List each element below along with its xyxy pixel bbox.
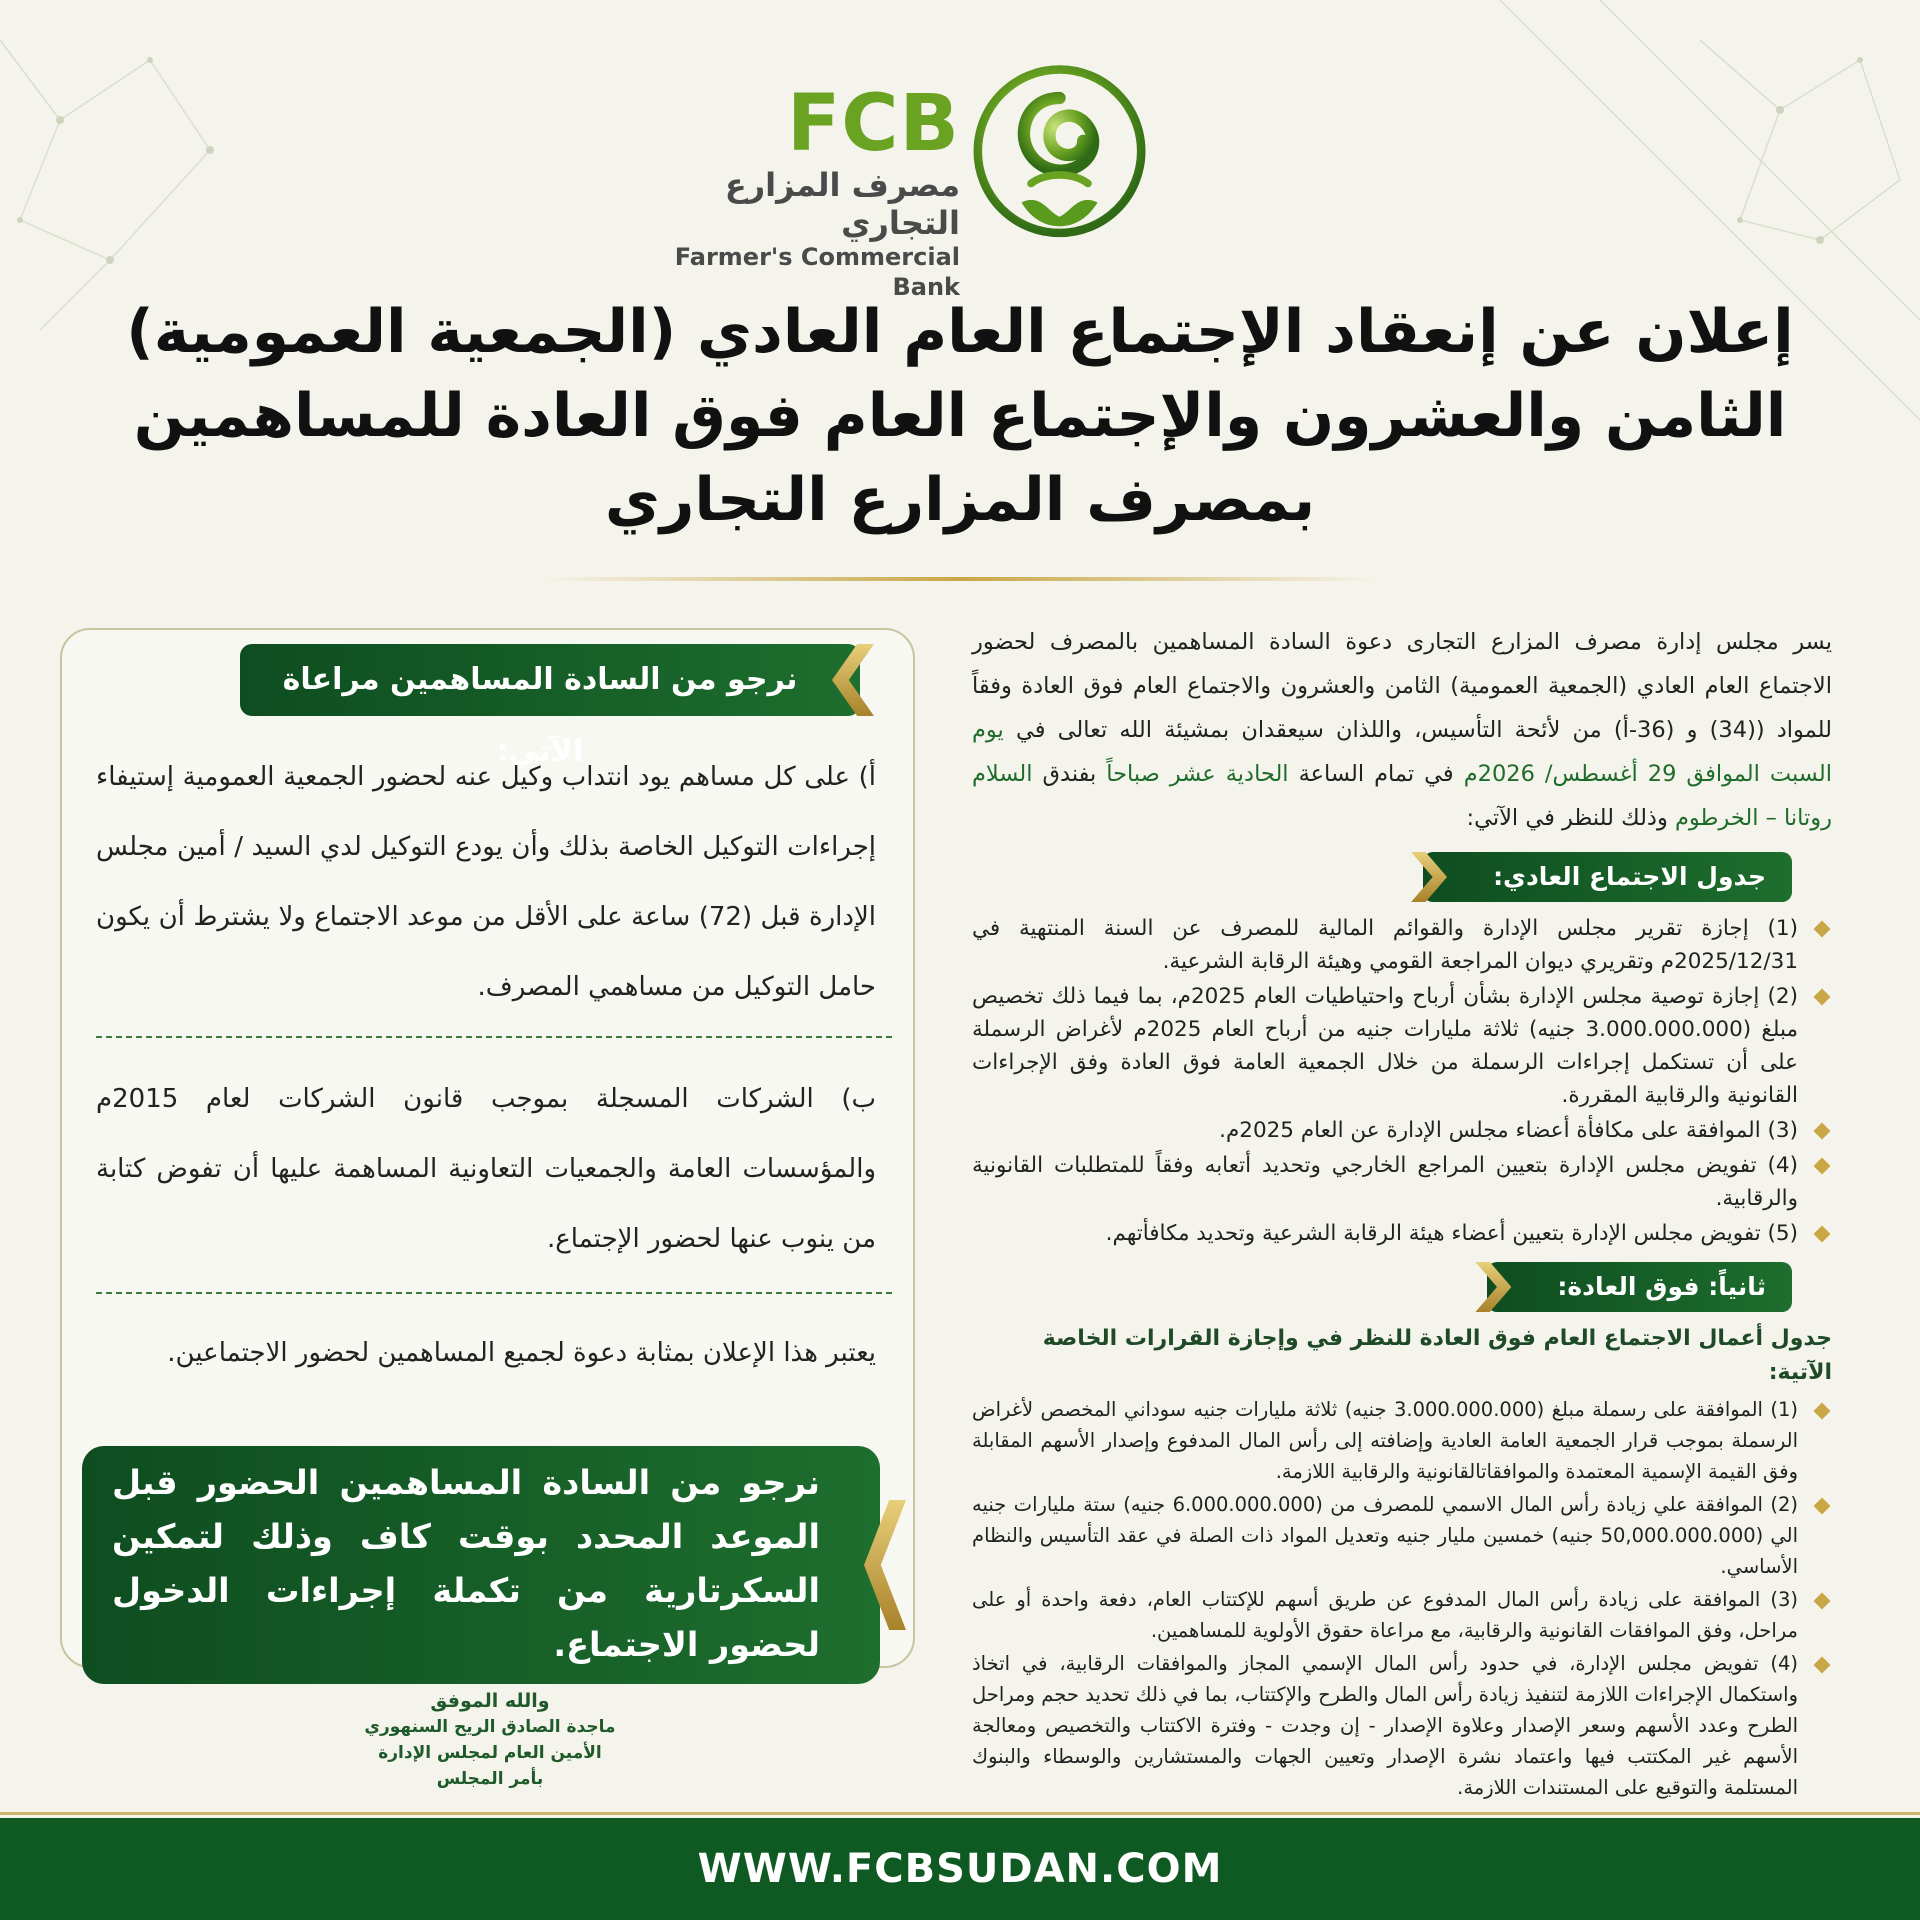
logo-emblem-icon: [962, 60, 1157, 250]
website-link[interactable]: WWW.FCBSUDAN.COM: [697, 1846, 1223, 1892]
note-b: ب) الشركات المسجلة بموجب قانون الشركات لعام 2015م والمؤسسات العامة والجمعيات التعاونية المساهمة عليها أن تفوض كتابة من ينوب عنها لحضور الإجتماع.: [96, 1084, 876, 1254]
list-item: (1) إجازة تقرير مجلس الإدارة والقوائم المالية للمصرف عن السنة المنتهية في 2025/12/31م وتقريري ديوان المراجعة القومي وهيئة الرقابة الشرعية.: [972, 912, 1832, 978]
diamond-bullet-icon: [1814, 1498, 1831, 1515]
extraordinary-agenda-list: [972, 1394, 1832, 1803]
signature-name: ماجدة الصادق الريح السنهوري: [364, 1717, 616, 1737]
diamond-bullet-icon: [1814, 1657, 1831, 1674]
logo-abbr: FCB: [787, 79, 960, 169]
diamond-bullet-icon: [1814, 921, 1831, 938]
notes-heading: نرجو من السادة المساهمين مراعاة الآتي:: [240, 644, 860, 716]
logo-name-en: Farmer's Commercial Bank: [674, 243, 960, 301]
diamond-bullet-icon: [1814, 1403, 1831, 1420]
diamond-bullet-icon: [1814, 1158, 1831, 1175]
diamond-bullet-icon: [1814, 1226, 1831, 1243]
list-item: (4) تفويض مجلس الإدارة، في حدود رأس المال الإسمي المجاز والموافقات الرقابية، في اتخاذ واستكمال الإجراءات اللازمة لتنفيذ زيادة رأس المال والطرح والإكتتاب، بما في ذلك تحديد حجم ومراحل الطرح وعدد الأسهم وسعر الإصدار وعلاوة الإصدار - إن وجدت - وفترة الاكتتاب والتخصيص ومعالجة الأسهم غير المكتتب فيها واعتماد نشرة الإصدار وتعيين الجهات والمستشارين والوسطاء والبنوك المستلمة والتوقيع على المستندات اللازمة.: [972, 1648, 1832, 1803]
intro-text-4: وذلك للنظر في الآتي:: [1466, 805, 1675, 831]
note-c: يعتبر هذا الإعلان بمثابة دعوة لجميع المساهمين لحضور الاجتماعين.: [167, 1338, 876, 1368]
ordinary-agenda-heading: جدول الاجتماع العادي:: [1423, 852, 1792, 902]
signature-closing: والله الموفق: [430, 1690, 550, 1712]
dashed-divider: [96, 1292, 892, 1294]
announcement-title: [80, 290, 1840, 542]
logo-wordmark: [640, 79, 960, 302]
intro-text-1: يسر مجلس إدارة مصرف المزارع التجارى دعوة السادة المساهمين بالمصرف لحضور الاجتماع العام العادي (الجمعية العمومية) الثامن والعشرون والاجتماع العام فوق العادة وفقاً للمواد ((34) و (36-أ) من لأئحة التأسيس، واللذان سيعقدان بمشيئة الله تعالى في: [972, 629, 1832, 743]
extraordinary-agenda-heading: ثانياً: فوق العادة:: [1487, 1262, 1792, 1312]
diamond-bullet-icon: [1814, 989, 1831, 1006]
list-item: (2) الموافقة علي زيادة رأس المال الاسمي للمصرف من (6.000.000.000 جنيه) ستة مليارات جنيه الي (50,000.000.000 جنيه) خمسين مليار جنيه وتعديل المواد ذات الصلة في عقد التأسيس والنظام الأساسي.: [972, 1489, 1832, 1582]
list-item: (1) الموافقة على رسملة مبلغ (3.000.000.000 جنيه) ثلاثة مليارات جنيه سوداني المخصص لأغراض الرسملة بموجب قرار الجمعية العامة العادية وإضافته إلى رأس المال المدفوع وإصدار الأسهم المقابلة وفق القيمة الإسمية المعتمدة والموافقاتالقانونية والرقابية اللازمة.: [972, 1394, 1832, 1487]
arrival-notice: نرجو من السادة المساهمين الحضور قبل الموعد المحدد بوقت كاف وذلك لتمكين السكرتارية من تكملة إجراءات الدخول لحضور الاجتماع.: [82, 1446, 880, 1684]
footer-gold-line: [0, 1812, 1920, 1815]
bank-logo: [640, 60, 1160, 301]
title-line-3: بمصرف المزارع التجاري: [604, 465, 1316, 535]
meeting-venue: السلام روتانا – الخرطوم: [972, 761, 1832, 831]
meeting-time: الحادية عشر صباحاً: [1106, 761, 1289, 787]
dashed-divider: [96, 1036, 892, 1038]
list-item: (3) الموافقة على مكافأة أعضاء مجلس الإدارة عن العام 2025م.: [972, 1114, 1832, 1147]
agenda-column: [972, 620, 1832, 1805]
diamond-bullet-icon: [1814, 1593, 1831, 1610]
ordinary-agenda-list: [972, 912, 1832, 1250]
list-item: (3) الموافقة على زيادة رأس المال المدفوع عن طريق أسهم للإكتتاب العام، دفعة واحدة أو على مراحل، وفق الموافقات القانونية والرقابية، مع مراعاة حقوق الأولوية للمساهمين.: [972, 1584, 1832, 1646]
note-a: أ) على كل مساهم يود انتداب وكيل عنه لحضور الجمعية العمومية إستيفاء إجراءات التوكيل الخاصة بذلك وأن يودع التوكيل لدي السيد / أمين مجلس الإدارة قبل (72) ساعة على الأقل من موعد الاجتماع ولا يشترط أن يكون حامل التوكيل من مساهمي المصرف.: [96, 762, 876, 1002]
signature-block: [310, 1688, 670, 1792]
intro-text-3: بفندق: [1032, 761, 1107, 787]
list-item: (2) إجازة توصية مجلس الإدارة بشأن أرباح واحتياطيات العام 2025م، بما فيما ذلك تخصيص مبلغ (3.000.000.000 جنيه) ثلاثة مليارات جنيه من أرباح العام 2025م لأغراض الرسملة على أن تستكمل إجراءات الرسملة من خلال الجمعية العامة فوق العادة وفق الإجراءات القانونية والرقابية المقررة.: [972, 980, 1832, 1112]
signature-role: الأمين العام لمجلس الإدارة: [378, 1743, 602, 1763]
logo-name-ar: مصرف المزارع التجاري: [724, 166, 960, 242]
intro-text-2: في تمام الساعة: [1288, 761, 1464, 787]
ordinary-heading-wrap: [972, 852, 1832, 902]
title-line-2: الثامن والعشرون والإجتماع العام فوق العادة للمساهمين: [133, 381, 1787, 451]
title-line-1: إعلان عن إنعقاد الإجتماع العام العادي (الجمعية العمومية): [126, 297, 1794, 367]
list-item: (5) تفويض مجلس الإدارة بتعيين أعضاء هيئة الرقابة الشرعية وتحديد مكافأتهم.: [972, 1217, 1832, 1250]
notes-heading-wrap: [240, 644, 860, 769]
extraordinary-heading-wrap: [972, 1262, 1832, 1312]
list-item: (4) تفويض مجلس الإدارة بتعيين المراجع الخارجي وتحديد أتعابه وفقاً للمتطلبات القانونية والرقابية.: [972, 1149, 1832, 1215]
invitation-paragraph: [972, 620, 1832, 840]
title-divider: [540, 576, 1380, 582]
meeting-date: يوم السبت الموافق 29 أغسطس/ 2026م: [972, 717, 1832, 787]
signature-by-order: بأمر المجلس: [436, 1769, 544, 1789]
extraordinary-subheading: جدول أعمال الاجتماع العام فوق العادة للنظر في وإجازة القرارات الخاصة الآتية:: [1042, 1326, 1832, 1385]
diamond-bullet-icon: [1814, 1123, 1831, 1140]
